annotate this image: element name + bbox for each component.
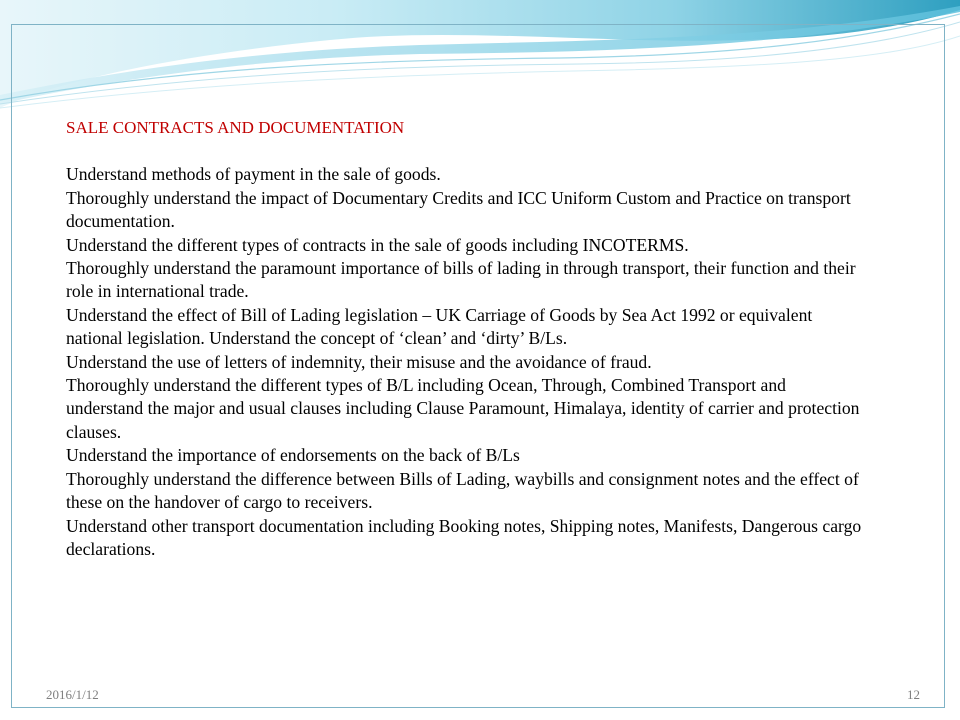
paragraph: Understand other transport documentation including Booking notes, Shipping notes, Manifests, Dangerous cargo declarations. [66, 515, 862, 559]
paragraph: Understand the effect of Bill of Lading legislation – UK Carriage of Goods by Sea Act 1992 or equivalent national legislation. Understand the concept of ‘clean’ and ‘dirty’ B/Ls. [66, 304, 813, 349]
paragraph: Thoroughly understand the different types of B/L including Ocean, Through, Combined Transport and understand the major and usual clauses including Clause Paramount, Himalaya, identity of carrier and protection clauses. [66, 375, 860, 442]
paragraph: Understand methods of payment in the sale of goods. [66, 164, 441, 185]
footer-date: 2016/1/12 [46, 687, 99, 702]
slide-content [66, 116, 866, 561]
paragraph: Understand the importance of endorsements on the back of B/Ls [66, 445, 520, 466]
slide-title: SALE CONTRACTS AND DOCUMENTATION [66, 118, 405, 137]
paragraph: Understand the different types of contracts in the sale of goods including INCOTERMS. [66, 234, 689, 255]
paragraph: Understand the use of letters of indemnity, their misuse and the avoidance of fraud. [66, 351, 652, 372]
paragraph: Thoroughly understand the difference between Bills of Lading, waybills and consignment notes and the effect of these on the handover of cargo to receivers. [66, 468, 859, 513]
footer-page-number: 12 [907, 687, 920, 702]
paragraph: Thoroughly understand the impact of Documentary Credits and ICC Uniform Custom and Practice on transport documentation. [66, 187, 851, 232]
paragraph: Thoroughly understand the paramount importance of bills of lading in through transport, their function and their role in international trade. [66, 258, 856, 302]
